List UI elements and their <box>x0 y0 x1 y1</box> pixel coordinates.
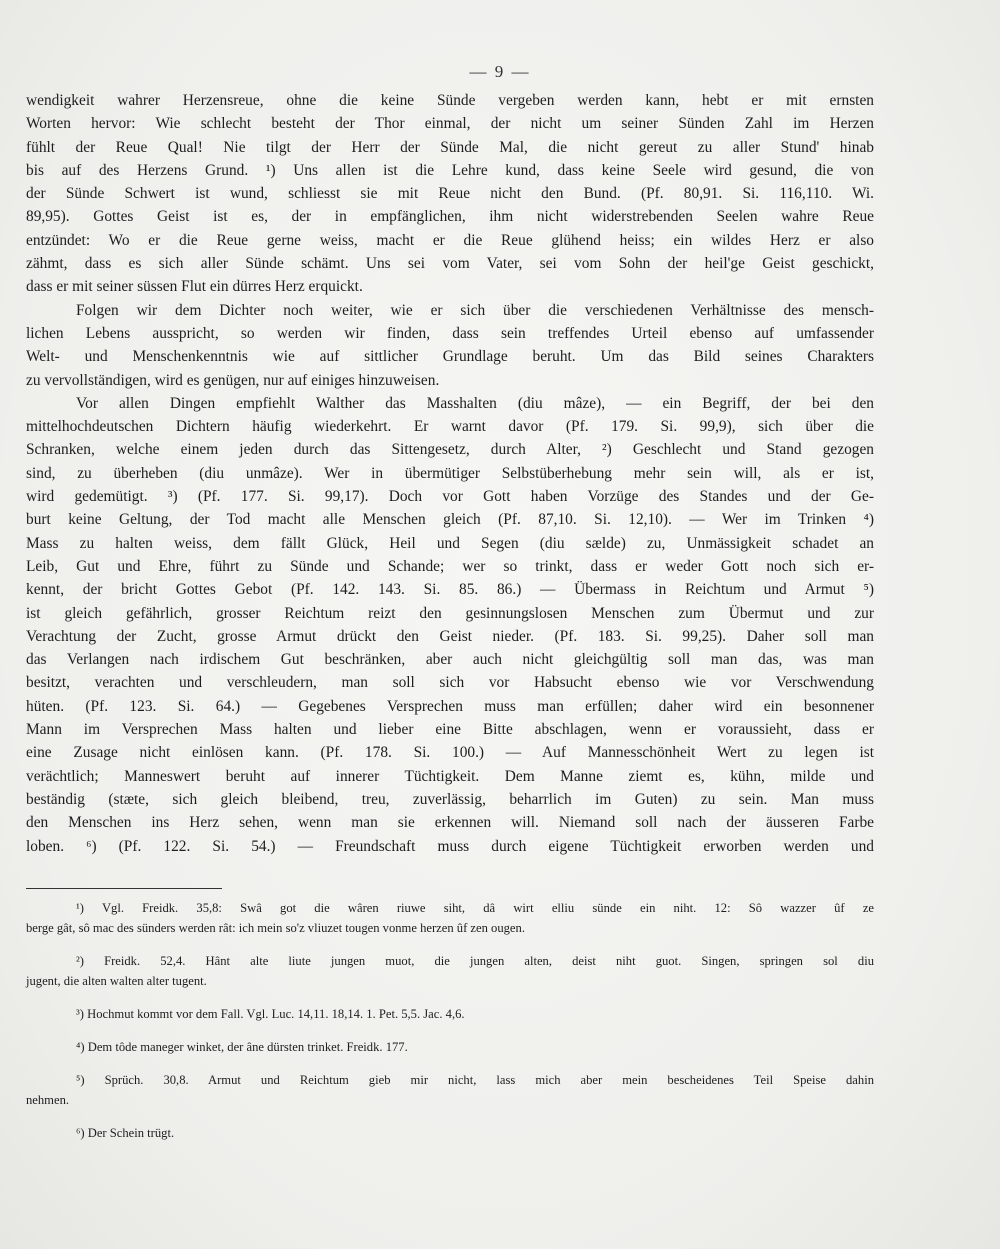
text-line: Mann im Versprechen Mass halten und lieber eine Bitte abschlagen, wenn er voraussieht, dass er <box>26 721 874 739</box>
text-line: ist gleich gefährlich, grosser Reichtum reizt den gesinnungslosen Menschen zum Übermut und zur <box>26 604 874 622</box>
footnote-line: jugent, die alten walten alter tugent. <box>26 974 207 988</box>
page-number: — 9 — <box>469 62 531 81</box>
footnote-line: ¹) Vgl. Freidk. 35,8: Swâ got die wâren riuwe siht, dâ wirt elliu sünde ein niht. 12: Sô wazzer ûf ze <box>76 901 874 915</box>
text-line: Folgen wir dem Dichter noch weiter, wie er sich über die verschiedenen Verhältnisse des mensch- <box>76 301 874 319</box>
text-line: lichen Lebens ausspricht, so werden wir finden, dass sein treffendes Urteil ebenso auf umfassender <box>26 324 874 342</box>
footnotes <box>26 898 874 1143</box>
text-line: mittelhochdeutschen Dichtern häufig wiederkehrt. Er warnt davor (Pf. 179. Si. 99,9), sich über die <box>26 418 874 436</box>
text-line: eine Zusage nicht einlösen kann. (Pf. 178. Si. 100.) — Auf Mannesschönheit Wert zu legen ist <box>26 744 874 762</box>
footnote-gap <box>26 1024 874 1037</box>
text-line: fühlt der Reue Qual! Nie tilgt der Herr der Sünde Mal, die nicht gereut zu aller Stund' hinab <box>26 138 874 156</box>
text-line: den Menschen ins Herz sehen, wenn man sie erkennen will. Niemand soll nach der äusseren Farbe <box>26 814 874 832</box>
text-line: sind, zu überheben (diu unmâze). Wer in übermütiger Selbstüberhebung mehr sein will, als er ist, <box>26 464 874 482</box>
text-line: loben. ⁶) (Pf. 122. Si. 54.) — Freundschaft muss durch eigene Tüchtigkeit erworben werden und <box>26 837 874 855</box>
text-line: Schranken, welche einem jeden durch das Sittengesetz, durch Alter, ²) Geschlecht und Stand gezogen <box>26 441 874 459</box>
text-line: beständig (stæte, sich gleich bleibend, treu, zuverlässig, beharrlich im Guten) zu sein. Man muss <box>26 790 874 808</box>
footnote-divider <box>26 888 222 889</box>
footnote-line: ³) Hochmut kommt vor dem Fall. Vgl. Luc. 14,11. 18,14. 1. Pet. 5,5. Jac. 4,6. <box>76 1007 465 1021</box>
text-line: Mass zu halten weiss, dem fällt Glück, Heil und Segen (diu sælde) zu, Unmässigkeit schadet an <box>26 534 874 552</box>
text-line: Vor allen Dingen empfiehlt Walther das Masshalten (diu mâze), — ein Begriff, der bei den <box>76 394 874 412</box>
footnote-line: ⁶) Der Schein trügt. <box>76 1126 175 1140</box>
text-line: dass er mit seiner süssen Flut ein dürres Herz erquickt. <box>26 278 363 296</box>
footnote-line: berge gât, sô mac des sünders werden rât: ich mein so'z vliuzet tougen vonme herzen ûf zen ougen. <box>26 921 525 935</box>
text-line: Welt- und Menschenkenntnis wie auf sittlicher Grundlage beruht. Um das Bild seines Charakters <box>26 348 874 366</box>
footnote-gap <box>26 938 874 951</box>
footnote-gap <box>26 991 874 1004</box>
footnote-gap <box>26 1057 874 1070</box>
body-text <box>26 89 874 858</box>
text-line: das Verlangen nach irdischem Gut beschränken, aber auch nicht gleichgültig soll man das, was man <box>26 651 874 669</box>
text-line: Worten hervor: Wie schlecht besteht der Thor einmal, der nicht um seiner Sünden Zahl im Herzen <box>26 115 874 133</box>
text-line: bis auf des Herzens Grund. ¹) Uns allen ist die Lehre kund, dass keine Seele wird gesund, die von <box>26 161 874 179</box>
text-line: wird gedemütigt. ³) (Pf. 177. Si. 99,17). Doch vor Gott haben Vorzüge des Standes und der Ge- <box>26 488 874 506</box>
text-line: Leib, Gut und Ehre, führt zu Sünde und Schande; wer so trinkt, dass er weder Gott noch sich er- <box>26 557 874 575</box>
text-line: wendigkeit wahrer Herzensreue, ohne die keine Sünde vergeben werden kann, hebt er mit ernsten <box>26 92 874 109</box>
text-line: burt keine Geltung, der Tod macht alle Menschen gleich (Pf. 87,10. Si. 12,10). — Wer im Trinken ⁴) <box>26 511 874 529</box>
footnote-line: nehmen. <box>26 1093 70 1107</box>
text-line: entzündet: Wo er die Reue gerne weiss, macht er die Reue glühend heiss; ein wildes Herz er also <box>26 231 874 249</box>
text-line: 89,95). Gottes Geist ist es, der in empfänglichen, ihm nicht widerstrebenden Seelen wahre Reue <box>26 208 874 226</box>
footnote-gap <box>26 1110 874 1123</box>
text-line: der Sünde Schwert ist wund, schliesst sie mit Reue nicht den Bund. (Pf. 80,91. Si. 116,110. Wi. <box>26 185 874 203</box>
text-line: kennt, der bricht Gottes Gebot (Pf. 142. 143. Si. 85. 86.) — Übermass in Reichtum und Armut ⁵) <box>26 581 874 599</box>
text-line: besitzt, verachten und verschleudern, man soll sich vor Habsucht ebenso wie vor Verschwendung <box>26 674 874 692</box>
footnote-line: ⁵) Sprüch. 30,8. Armut und Reichtum gieb mir nicht, lass mich aber mein bescheidenes Teil Speise dahin <box>76 1073 874 1087</box>
footnote-line: ²) Freidk. 52,4. Hânt alte liute jungen muot, die jungen alten, deist niht guot. Singen, springen sol diu <box>76 954 874 968</box>
text-line: zu vervollständigen, wird es genügen, nur auf einiges hinzuweisen. <box>26 371 440 389</box>
text-line: zähmt, dass es sich aller Sünde schämt. Uns sei vom Vater, sei vom Sohn der heil'ge Geist geschickt, <box>26 255 874 273</box>
footnote-line: ⁴) Dem tôde maneger winket, der âne dürsten trinket. Freidk. 177. <box>76 1040 408 1054</box>
text-line: Verachtung der Zucht, grosse Armut drückt den Geist nieder. (Pf. 183. Si. 99,25). Daher soll man <box>26 627 874 645</box>
text-line: verächtlich; Manneswert beruht auf innerer Tüchtigkeit. Dem Manne ziemt es, kühn, milde und <box>26 767 874 785</box>
text-line: hüten. (Pf. 123. Si. 64.) — Gegebenes Versprechen muss man erfüllen; daher wird ein besonnener <box>26 697 874 715</box>
